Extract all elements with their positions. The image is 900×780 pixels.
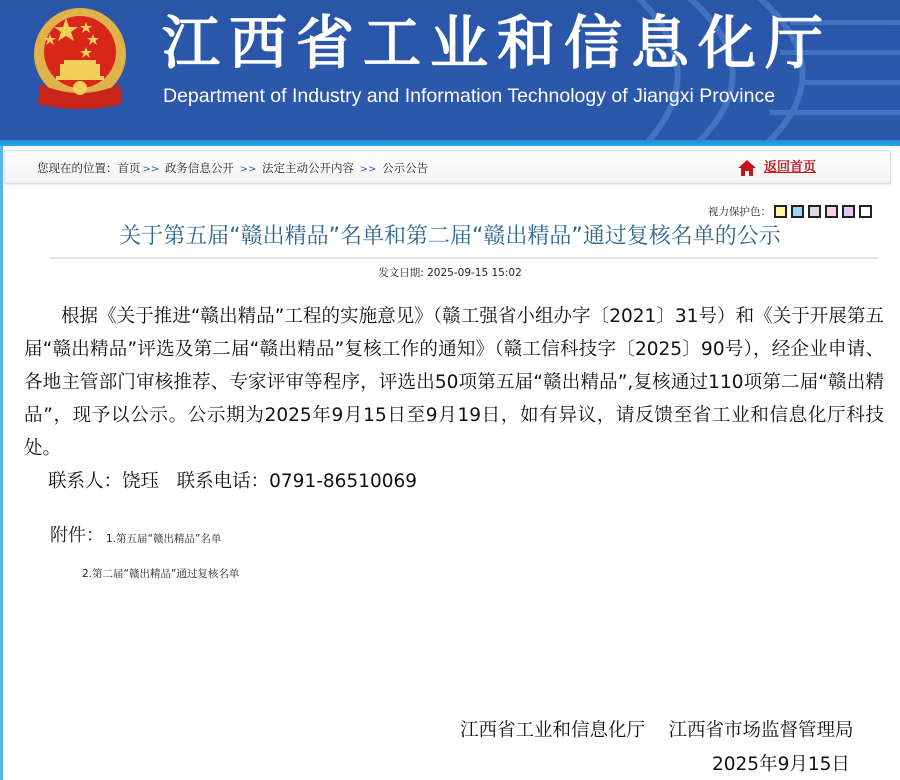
- breadcrumb-prefix: 您现在的位置：: [37, 161, 118, 175]
- breadcrumb-item-statutory-content[interactable]: 法定主动公开内容: [262, 161, 354, 175]
- national-emblem-icon: [30, 6, 130, 110]
- breadcrumb-item-home[interactable]: 首页: [117, 161, 141, 175]
- site-title: 江西省工业和信息化厅: [162, 9, 833, 77]
- contact-info: 联系人：饶珏 联系电话：0791-86510069: [48, 471, 418, 492]
- breadcrumb: [37, 160, 428, 178]
- article-title: 关于第五届“赣出精品”名单和第二届“赣出精品”通过复核名单的公示: [119, 224, 781, 249]
- return-home-link[interactable]: [738, 159, 816, 177]
- color-swatch-pink[interactable]: [825, 205, 838, 218]
- home-icon: [738, 160, 756, 176]
- breadcrumb-separator: >>: [359, 164, 377, 175]
- publish-date-value: 2025-09-15 15:02: [427, 267, 522, 279]
- eye-protection-label: 视力保护色：: [708, 206, 771, 218]
- breadcrumb-bar: [4, 150, 891, 184]
- attachment-link-1[interactable]: 1.第五届“赣出精品”名单: [106, 533, 222, 545]
- color-swatch-gray[interactable]: [808, 205, 821, 218]
- breadcrumb-separator: >>: [142, 164, 160, 175]
- title-divider: [50, 257, 878, 259]
- site-header-banner: [0, 0, 900, 146]
- color-swatch-purple[interactable]: [842, 205, 855, 218]
- color-swatch-white[interactable]: [859, 205, 872, 218]
- site-subtitle: Department of Industry and Information Technology of Jiangxi Province: [163, 85, 776, 107]
- attachments-label: 附件：: [50, 525, 104, 546]
- attachment-link-2[interactable]: 2.第二届“赣出精品”通过复核名单: [82, 568, 240, 580]
- issuing-authorities: 江西省工业和信息化厅 江西省市场监督管理局: [460, 720, 854, 741]
- banner-divider: [0, 140, 900, 146]
- return-home-label: 返回首页: [764, 160, 817, 175]
- breadcrumb-item-announcements[interactable]: 公示公告: [382, 161, 429, 175]
- signature-date: 2025年9月15日: [712, 754, 850, 775]
- breadcrumb-separator: >>: [239, 164, 257, 175]
- article-paragraph: 根据《关于推进“赣出精品”工程的实施意见》（赣工强省小组办字〔2021〕31号）和《关于开展第五届“赣出精品”评选及第二届“赣出精品”复核工作的通知》（赣工信科技字〔2025〕90号），经企业申请、各地主管部门审核推荐、专家评审等程序，评选出50项第五届“赣出精品”,复核通过110项第二届“赣出精品”，现予以公示。公示期为2025年9月15日至9月19日，如有异议，请反馈至省工业和信息化厅科技处。: [24, 306, 884, 459]
- eye-protection-color-picker: [708, 205, 771, 219]
- article-body: [24, 300, 884, 498]
- publish-date-label: 发文日期:: [378, 267, 424, 279]
- color-swatch-yellow[interactable]: [774, 205, 787, 218]
- color-swatch-blue[interactable]: [791, 205, 804, 218]
- breadcrumb-item-gov-info[interactable]: 政务信息公开: [164, 161, 234, 175]
- publish-date: [0, 266, 900, 280]
